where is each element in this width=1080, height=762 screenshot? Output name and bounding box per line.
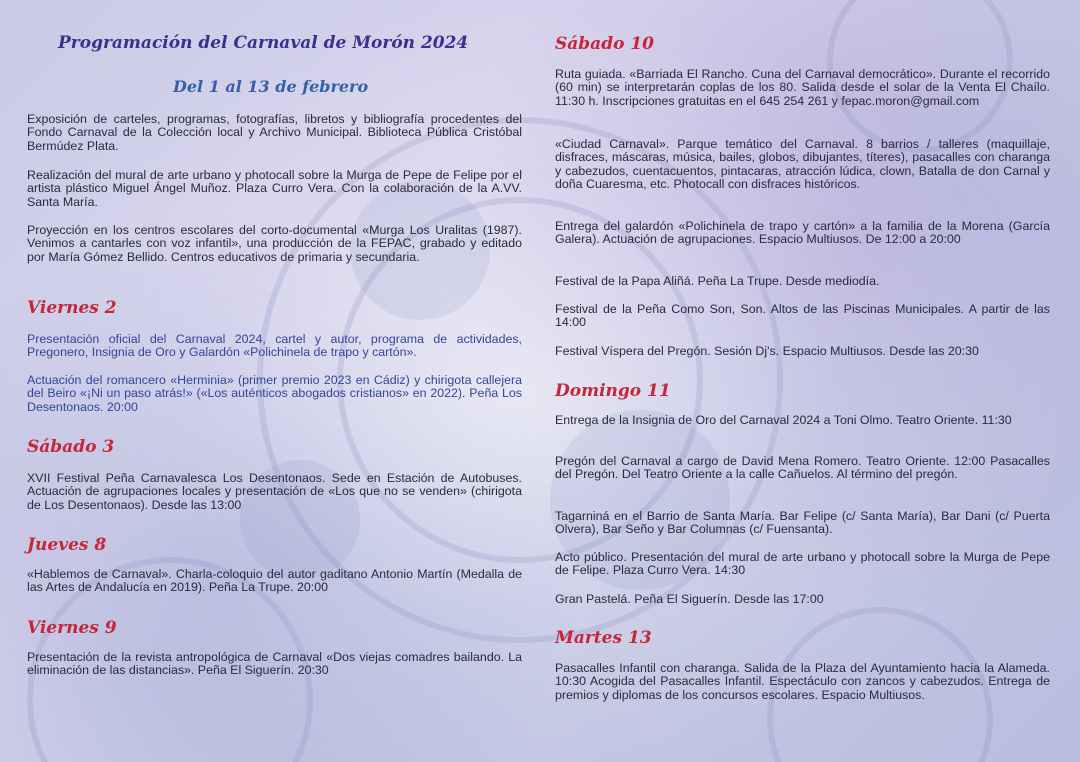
day-heading-sabado-10: Sábado 10 [555, 34, 654, 54]
event-sabado3-1: XVII Festival Peña Carnavalesca Los Desentonaos. Sede en Estación de Autobuses. Actuación de agrupaciones locales y presentación de «Los que no se venden» (chirigota de Los Desentonaos). Desde las 13:00 [27, 471, 522, 512]
event-domingo11-3: Tagarniná en el Barrio de Santa María. Bar Felipe (c/ Santa María), Bar Dani (c/ Puerta Olvera), Bar Seño y Bar Columnas (c/ Fuensanta). [555, 509, 1050, 537]
event-domingo11-2: Pregón del Carnaval a cargo de David Mena Romero. Teatro Oriente. 12:00 Pasacalles del Pregón. Del Teatro Oriente a la calle Cañuelos. Al término del pregón. [555, 454, 1050, 482]
day-heading-jueves-8: Jueves 8 [27, 535, 107, 555]
day-heading-domingo-11: Domingo 11 [555, 381, 671, 401]
event-viernes9-1: Presentación de la revista antropológica de Carnaval «Dos viejas comadres bailando. La eliminación de las distancias». Peña El Siguerín. 20:30 [27, 650, 522, 678]
event-domingo11-5: Gran Pastelá. Peña El Siguerín. Desde las 17:00 [555, 592, 824, 606]
event-viernes2-1: Presentación oficial del Carnaval 2024, cartel y autor, programa de actividades, Pregonero, Insignia de Oro y Galardón «Polichinela de trapo y cartón». [27, 332, 522, 360]
day-heading-sabado-3: Sábado 3 [27, 437, 115, 457]
event-sabado10-3: Entrega del galardón «Polichinela de trapo y cartón» a la familia de la Morena (García Galera). Actuación de agrupaciones. Espacio Multiusos. De 12:00 a 20:00 [555, 219, 1050, 247]
intro-paragraph-1: Exposición de carteles, programas, fotografías, libretos y bibliografía procedentes del Fondo Carnaval de la Colección local y Archivo Municipal. Biblioteca Pública Cristóbal Bermúdez Plata. [27, 112, 522, 153]
event-jueves8-1: «Hablemos de Carnaval». Charla-coloquio del autor gaditano Antonio Martín (Medalla de las Artes de Andalucía en 2019). Peña La Trupe. 20:00 [27, 567, 522, 595]
event-sabado10-2: «Ciudad Carnaval». Parque temático del Carnaval. 8 barrios / talleres (maquillaje, disfraces, máscaras, música, bailes, globos, dibujantes, títeres), pasacalles con charanga y cabezudos, cuentacuentos, pintacaras, atracción lúdica, clown, Batalla de don Carnal y doña Cuaresma, etc. Photocall con disfraces históricos. [555, 137, 1050, 192]
event-sabado10-5: Festival de la Peña Como Son, Son. Altos de las Piscinas Municipales. A partir de las 14:00 [555, 302, 1050, 330]
event-sabado10-4: Festival de la Papa Aliñá. Peña La Trupe. Desde mediodía. [555, 274, 880, 288]
event-sabado10-1: Ruta guiada. «Barriada El Rancho. Cuna del Carnaval democrático». Durante el recorrido (60 min) se interpretarán coplas de los 80. Salida desde el solar de la Venta El Chaílo. 11:30 h. Inscripciones gratuitas en el 645 254 261 y fepac.moron@gmail.com [555, 67, 1050, 108]
intro-paragraph-2: Realización del mural de arte urbano y photocall sobre la Murga de Pepe de Felipe por el artista plástico Miguel Ángel Muñoz. Plaza Curro Vera. Con la colaboración de la A.VV. Santa María. [27, 168, 522, 209]
event-domingo11-4: Acto público. Presentación del mural de arte urbano y photocall sobre la Murga de Pepe de Felipe. Plaza Curro Vera. 14:30 [555, 550, 1050, 578]
event-domingo11-1: Entrega de la Insignia de Oro del Carnaval 2024 a Toni Olmo. Teatro Oriente. 11:30 [555, 413, 1012, 427]
event-sabado10-6: Festival Víspera del Pregón. Sesión Dj's. Espacio Multiusos. Desde las 20:30 [555, 344, 979, 358]
day-heading-martes-13: Martes 13 [555, 628, 652, 648]
intro-paragraph-3: Proyección en los centros escolares del corto-documental «Murga Los Uralitas (1987). Venimos a cantarles con voz infantil», una producción de la FEPAC, grabado y editado por María Gómez Bellido. Centros educativos de primaria y secundaria. [27, 223, 522, 264]
day-heading-viernes-2: Viernes 2 [27, 298, 117, 318]
event-viernes2-2: Actuación del romancero «Herminia» (primer premio 2023 en Cádiz) y chirigota callejera del Beiro «¡Ni un paso atrás!» («Los auténticos abogados cristianos» en 2022). Peña Los Desentonaos. 20:00 [27, 373, 522, 414]
event-martes13-1: Pasacalles Infantil con charanga. Salida de la Plaza del Ayuntamiento hacia la Alameda. 10:30 Acogida del Pasacalles Infantil. Espectáculo con zancos y cabezudos. Entrega de premios y diplomas de los concursos escolares. Espacio Multiusos. [555, 661, 1050, 702]
day-heading-viernes-9: Viernes 9 [27, 618, 117, 638]
date-range: Del 1 al 13 de febrero [173, 77, 369, 96]
page-title: Programación del Carnaval de Morón 2024 [58, 33, 469, 53]
